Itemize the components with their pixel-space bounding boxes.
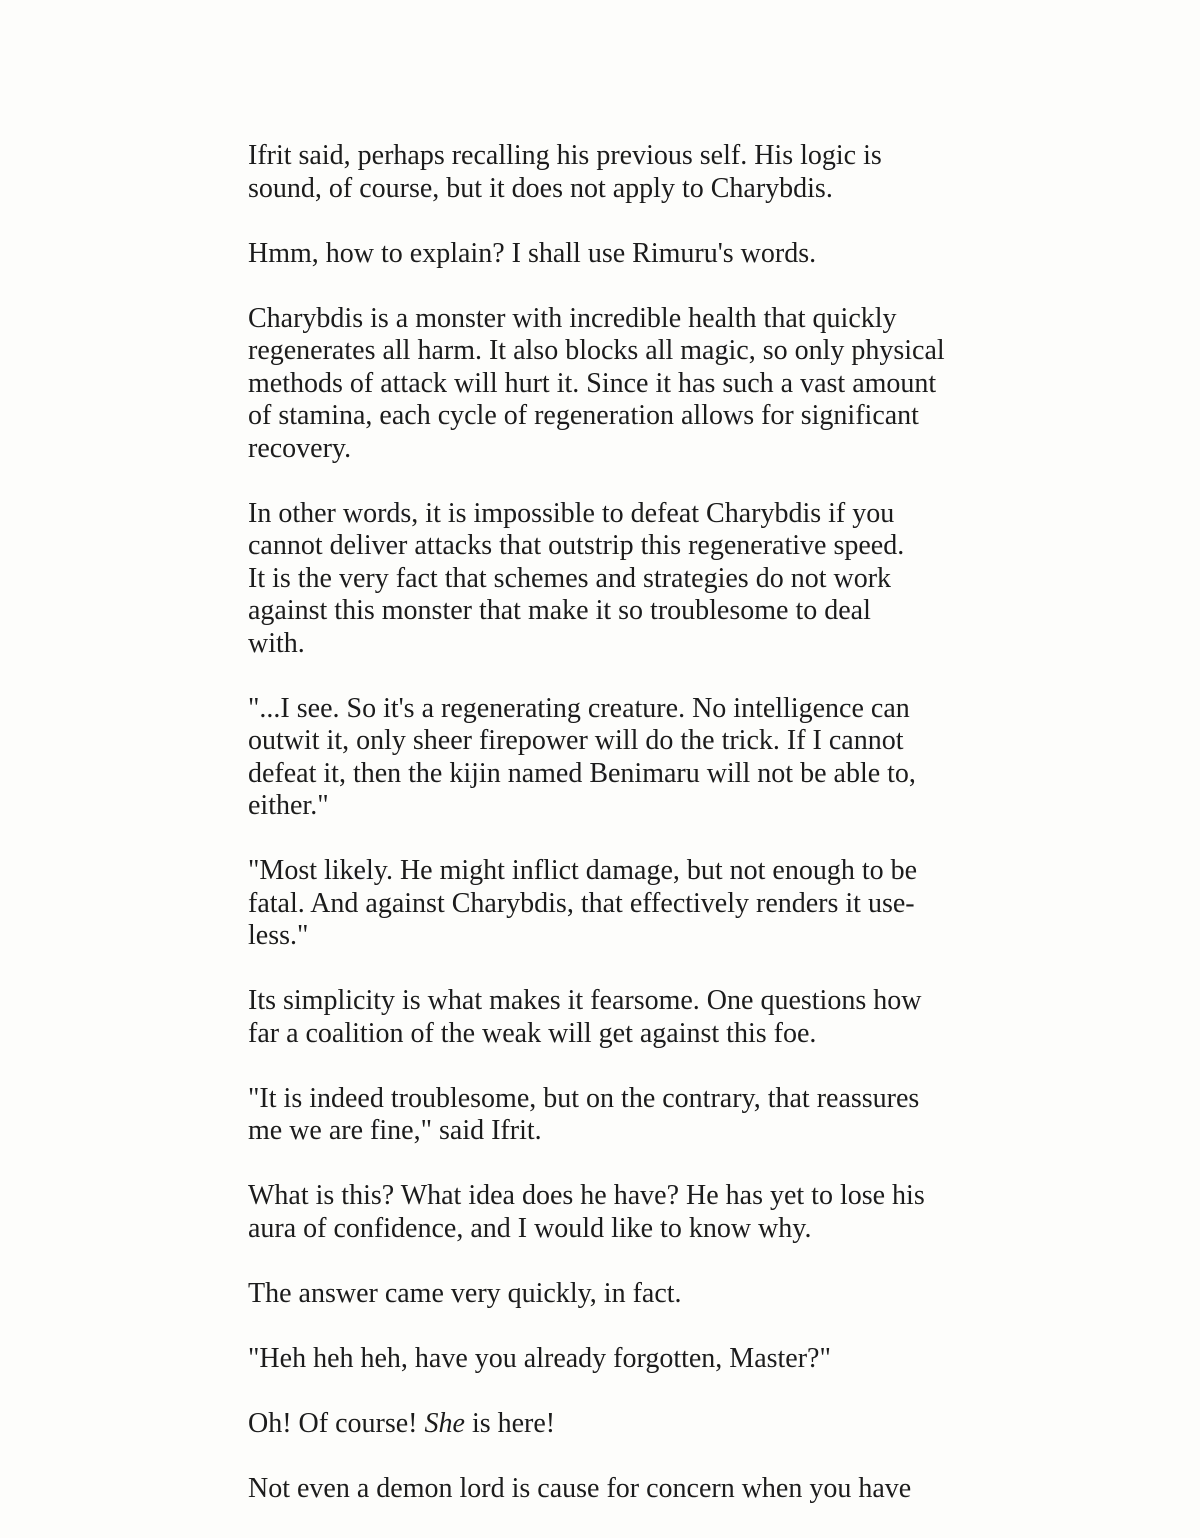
text-line-with-emphasis bbox=[248, 1408, 968, 1441]
text-line: "...I see. So it's a regenerating creature. No intelligence can bbox=[248, 692, 910, 724]
text-line: It is the very fact that schemes and strategies do not work bbox=[248, 562, 892, 594]
text-line: regenerates all harm. It also blocks all magic, so only physical bbox=[248, 335, 945, 366]
paragraph-9 bbox=[248, 1180, 968, 1245]
paragraph-10 bbox=[248, 1278, 968, 1311]
emphasized-word: She bbox=[424, 1407, 465, 1439]
text-line: Charybdis is a monster with incredible health that quickly bbox=[248, 302, 897, 334]
text-line: either." bbox=[248, 790, 329, 821]
text-segment: is here! bbox=[464, 1407, 556, 1439]
text-line: What is this? What idea does he have? He has yet to lose his bbox=[248, 1180, 925, 1211]
paragraph-1 bbox=[248, 140, 968, 205]
paragraph-11 bbox=[248, 1343, 968, 1376]
text-line: aura of confidence, and I would like to know why. bbox=[248, 1212, 812, 1244]
text-line: methods of attack will hurt it. Since it has such a vast amount bbox=[248, 367, 937, 399]
text-line: cannot deliver attacks that outstrip this regenerative speed. bbox=[248, 530, 905, 561]
paragraph-7 bbox=[248, 985, 968, 1050]
paragraph-12 bbox=[248, 1408, 968, 1441]
text-line: with. bbox=[248, 627, 305, 659]
text-line: "Most likely. He might inflict damage, but not enough to be bbox=[248, 855, 918, 886]
paragraph-3 bbox=[248, 303, 968, 466]
text-line: In other words, it is impossible to defeat Charybdis if you bbox=[248, 497, 895, 529]
text-line: outwit it, only sheer firepower will do the trick. If I cannot bbox=[248, 725, 904, 756]
text-line: of stamina, each cycle of regeneration allows for significant bbox=[248, 400, 919, 431]
text-line: The answer came very quickly, in fact. bbox=[248, 1277, 682, 1309]
paragraph-2 bbox=[248, 238, 968, 271]
text-line: Not even a demon lord is cause for concern when you have bbox=[248, 1472, 912, 1504]
paragraph-4 bbox=[248, 498, 968, 661]
text-line: Hmm, how to explain? I shall use Rimuru's words. bbox=[248, 237, 817, 269]
text-line: far a coalition of the weak will get against this foe. bbox=[248, 1017, 817, 1049]
paragraph-8 bbox=[248, 1083, 968, 1148]
text-line: Its simplicity is what makes it fearsome. One questions how bbox=[248, 985, 922, 1016]
text-line: "Heh heh heh, have you already forgotten, Master?" bbox=[248, 1342, 831, 1374]
text-line: Ifrit said, perhaps recalling his previous self. His logic is bbox=[248, 140, 882, 171]
text-line: me we are fine," said Ifrit. bbox=[248, 1115, 542, 1146]
text-line: defeat it, then the kijin named Benimaru will not be able to, bbox=[248, 757, 916, 789]
text-line: "It is indeed troublesome, but on the contrary, that reassures bbox=[248, 1082, 920, 1114]
document-page bbox=[248, 140, 968, 1538]
text-line: against this monster that make it so troublesome to deal bbox=[248, 595, 871, 626]
text-line: recovery. bbox=[248, 432, 352, 464]
text-segment: Oh! Of course! bbox=[248, 1407, 425, 1439]
text-line: fatal. And against Charybdis, that effectively renders it use- bbox=[248, 887, 915, 919]
paragraph-5 bbox=[248, 693, 968, 823]
paragraph-13 bbox=[248, 1473, 968, 1506]
paragraph-6 bbox=[248, 855, 968, 953]
text-line: sound, of course, but it does not apply to Charybdis. bbox=[248, 172, 833, 204]
text-line: less." bbox=[248, 920, 309, 951]
